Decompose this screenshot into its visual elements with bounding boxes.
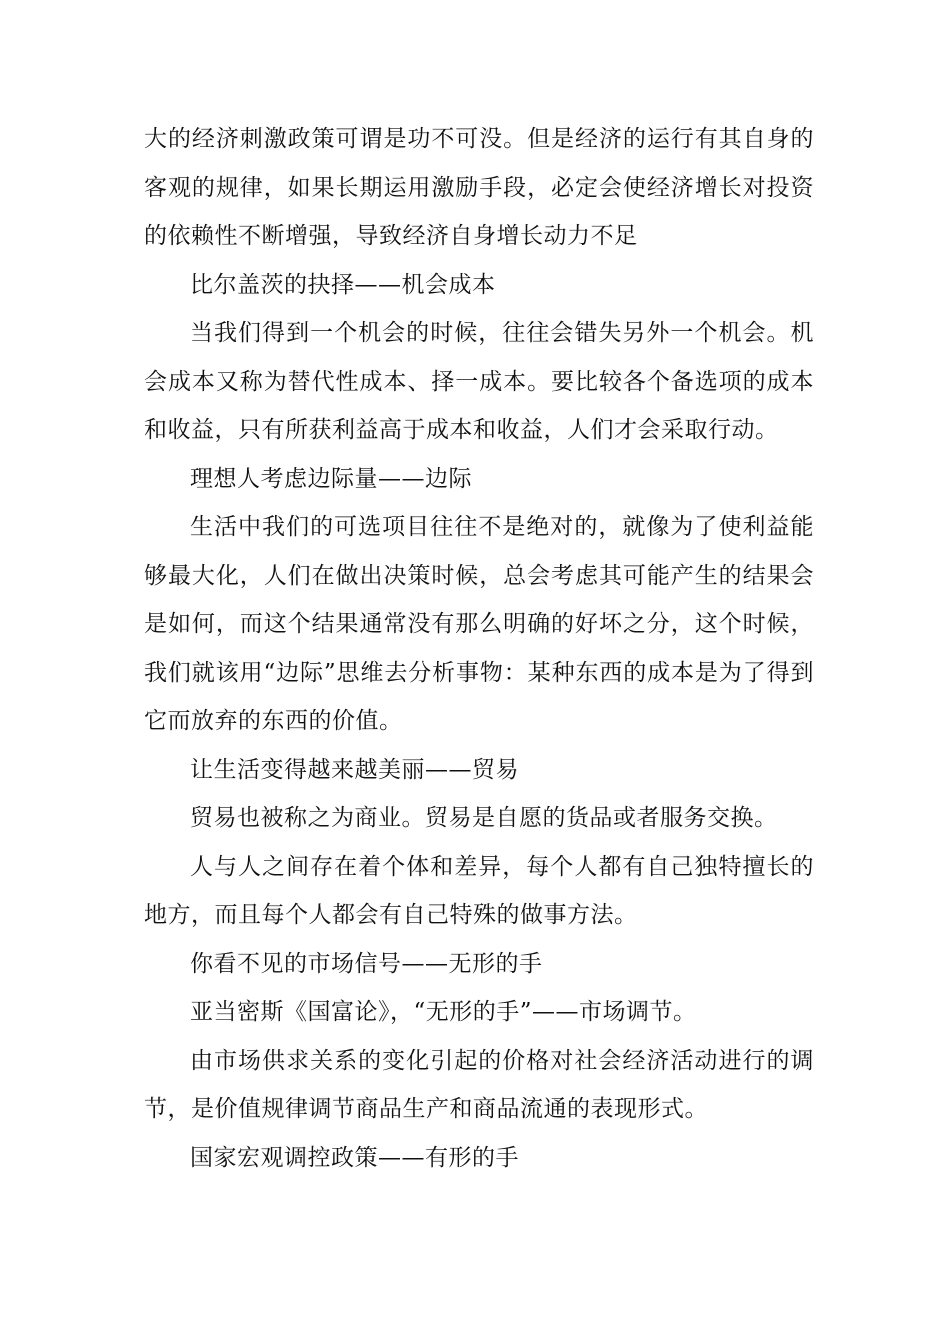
paragraph-continuation: 大的经济刺激政策可谓是功不可没。但是经济的运行有其自身的客观的规律，如果长期运用激励手段，必定会使经济增长对投资的依赖性不断增强，导致经济自身增长动力不足 [144,126,814,249]
document-body [144,115,814,1182]
paragraph-trade-differences: 人与人之间存在着个体和差异，每个人都有自己独特擅长的地方，而且每个人都会有自己特殊的做事方法。 [144,853,814,928]
paragraph-margin: 生活中我们的可选项目往往不是绝对的，就像为了使利益能够最大化，人们在做出决策时候，总会考虑其可能产生的结果会是如何，而这个结果通常没有那么明确的好坏之分，这个时候，我们就该用“边际”思维去分析事物：某种东西的成本是为了得到它而放弃的东西的价值。 [144,514,814,734]
paragraph-trade-definition: 贸易也被称之为商业。贸易是自愿的货品或者服务交换。 [190,805,778,831]
section-heading-trade: 让生活变得越来越美丽——贸易 [190,756,519,783]
section-heading-invisible-hand: 你看不见的市场信号——无形的手 [190,950,543,977]
section-heading-opportunity-cost: 比尔盖茨的抉择——机会成本 [190,271,496,298]
section-heading-visible-hand: 国家宏观调控政策——有形的手 [190,1144,519,1171]
paragraph-wealth-of-nations: 亚当密斯《国富论》，“无形的手”——市场调节。 [190,999,697,1025]
paragraph-opportunity-cost: 当我们得到一个机会的时候，往往会错失另外一个机会。机会成本又称为替代性成本、择一成本。要比较各个备选项的成本和收益，只有所获利益高于成本和收益，人们才会采取行动。 [144,320,814,443]
section-heading-margin: 理想人考虑边际量——边际 [190,465,472,492]
paragraph-market-regulation: 由市场供求关系的变化引起的价格对社会经济活动进行的调节，是价值规律调节商品生产和商品流通的表现形式。 [144,1047,814,1122]
